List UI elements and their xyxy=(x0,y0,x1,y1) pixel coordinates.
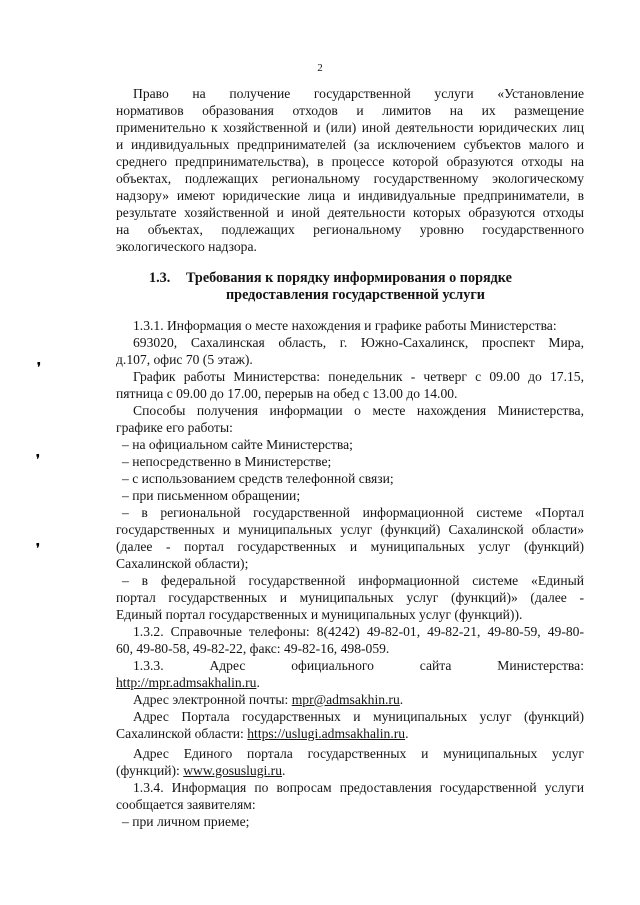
paragraph-line: графике его работы: xyxy=(116,420,233,435)
paragraph-line: результате хозяйственной и иной деятельности которых образуются отходы xyxy=(116,205,584,220)
scan-mark-icon: ❜ xyxy=(36,541,40,555)
schedule-line: пятница с 09.00 до 17.00, перерыв на обед с 13.00 до 14.00. xyxy=(116,386,458,401)
paragraph-line: и индивидуальных предпринимателей (за исключением субъектов малого и xyxy=(116,137,584,152)
list-item: Единый портал государственных и муниципальных услуг (функций)). xyxy=(116,607,523,622)
list-item: – при письменном обращении; xyxy=(122,488,301,503)
paragraph-line: 1.3.1. Информация о месте нахождения и графике работы Министерства: xyxy=(133,318,557,333)
paragraph-line: (функций): www.gosuslugi.ru. xyxy=(116,763,286,778)
email-link[interactable]: mpr@admsakhin.ru xyxy=(291,692,400,707)
schedule-line: График работы Министерства: понедельник - четверг с 09.00 до 17.15, xyxy=(133,369,584,384)
section-heading: Требования к порядку информирования о порядке xyxy=(186,270,512,286)
paragraph-line: Сахалинской области: https://uslugi.admsakhalin.ru. xyxy=(116,726,409,741)
section-heading: предоставления государственной услуги xyxy=(226,287,485,303)
list-item: государственных и муниципальных услуг (функций) Сахалинской области» xyxy=(116,522,584,537)
paragraph-line: надзору» имеют юридические лица и индивидуальные предприниматели, в xyxy=(116,188,584,203)
list-item: – непосредственно в Министерстве; xyxy=(122,454,332,469)
phones-line: 60, 49-80-58, 49-82-22, факс: 49-82-16, 498-059. xyxy=(116,641,390,656)
paragraph-line: нормативов образования отходов и лимитов на их размещение xyxy=(116,103,584,118)
paragraph-line: применительно к хозяйственной и (или) иной деятельности юридических лиц xyxy=(116,120,584,135)
list-item: портал государственных и муниципальных услуг (функций)» (далее - xyxy=(116,590,584,605)
paragraph-line: среднего предпринимательства), в процессе которой образуются отходы на xyxy=(116,154,584,169)
list-item: – в региональной государственной информационной системе «Портал xyxy=(122,505,584,520)
list-item: (далее - портал государственных и муниципальных услуг (функций) xyxy=(116,539,584,554)
page-number: 2 xyxy=(317,62,323,74)
address-line: 693020, Сахалинская область, г. Южно-Сахалинск, проспект Мира, xyxy=(133,335,584,350)
paragraph-line: Адрес Единого портала государственных и муниципальных услуг xyxy=(133,746,584,761)
list-item: – на официальном сайте Министерства; xyxy=(122,437,353,452)
paragraph-line: 1.3.3. Адрес официального сайта Министерства: xyxy=(133,658,584,673)
address-line: д.107, офис 70 (5 этаж). xyxy=(116,352,253,367)
paragraph-line: экологического надзора. xyxy=(116,239,257,254)
list-item: – при личном приеме; xyxy=(122,814,250,829)
site-link[interactable]: http://mpr.admsakhalin.ru xyxy=(116,675,257,690)
paragraph-line: сообщается заявителям: xyxy=(116,797,256,812)
paragraph-line: на объектах, подлежащих региональному уровню государственного xyxy=(116,222,584,237)
list-item: Сахалинской области); xyxy=(116,556,249,571)
list-item: – в федеральной государственной информационной системе «Единый xyxy=(122,573,584,588)
phones-line: 1.3.2. Справочные телефоны: 8(4242) 49-82-01, 49-82-21, 49-80-59, 49-80- xyxy=(133,624,584,639)
scan-mark-icon: ❜ xyxy=(36,452,40,466)
paragraph-line: Адрес электронной почты: mpr@admsakhin.ru. xyxy=(133,692,404,707)
paragraph-line: Способы получения информации о месте нахождения Министерства, xyxy=(133,403,584,418)
regional-portal-link[interactable]: https://uslugi.admsakhalin.ru xyxy=(247,726,406,741)
section-number: 1.3. xyxy=(149,270,171,286)
paragraph-line: Право на получение государственной услуги «Установление xyxy=(133,86,584,101)
paragraph-line: http://mpr.admsakhalin.ru. xyxy=(116,675,260,690)
scan-mark-icon: ❜ xyxy=(37,360,41,374)
paragraph-line: 1.3.4. Информация по вопросам предоставления государственной услуги xyxy=(133,780,584,795)
paragraph-line: Адрес Портала государственных и муниципальных услуг (функций) xyxy=(133,709,584,724)
federal-portal-link[interactable]: www.gosuslugi.ru xyxy=(183,763,283,778)
paragraph-line: объектах, подлежащих региональному государственному экологическому xyxy=(116,171,584,186)
list-item: – с использованием средств телефонной связи; xyxy=(122,471,394,486)
